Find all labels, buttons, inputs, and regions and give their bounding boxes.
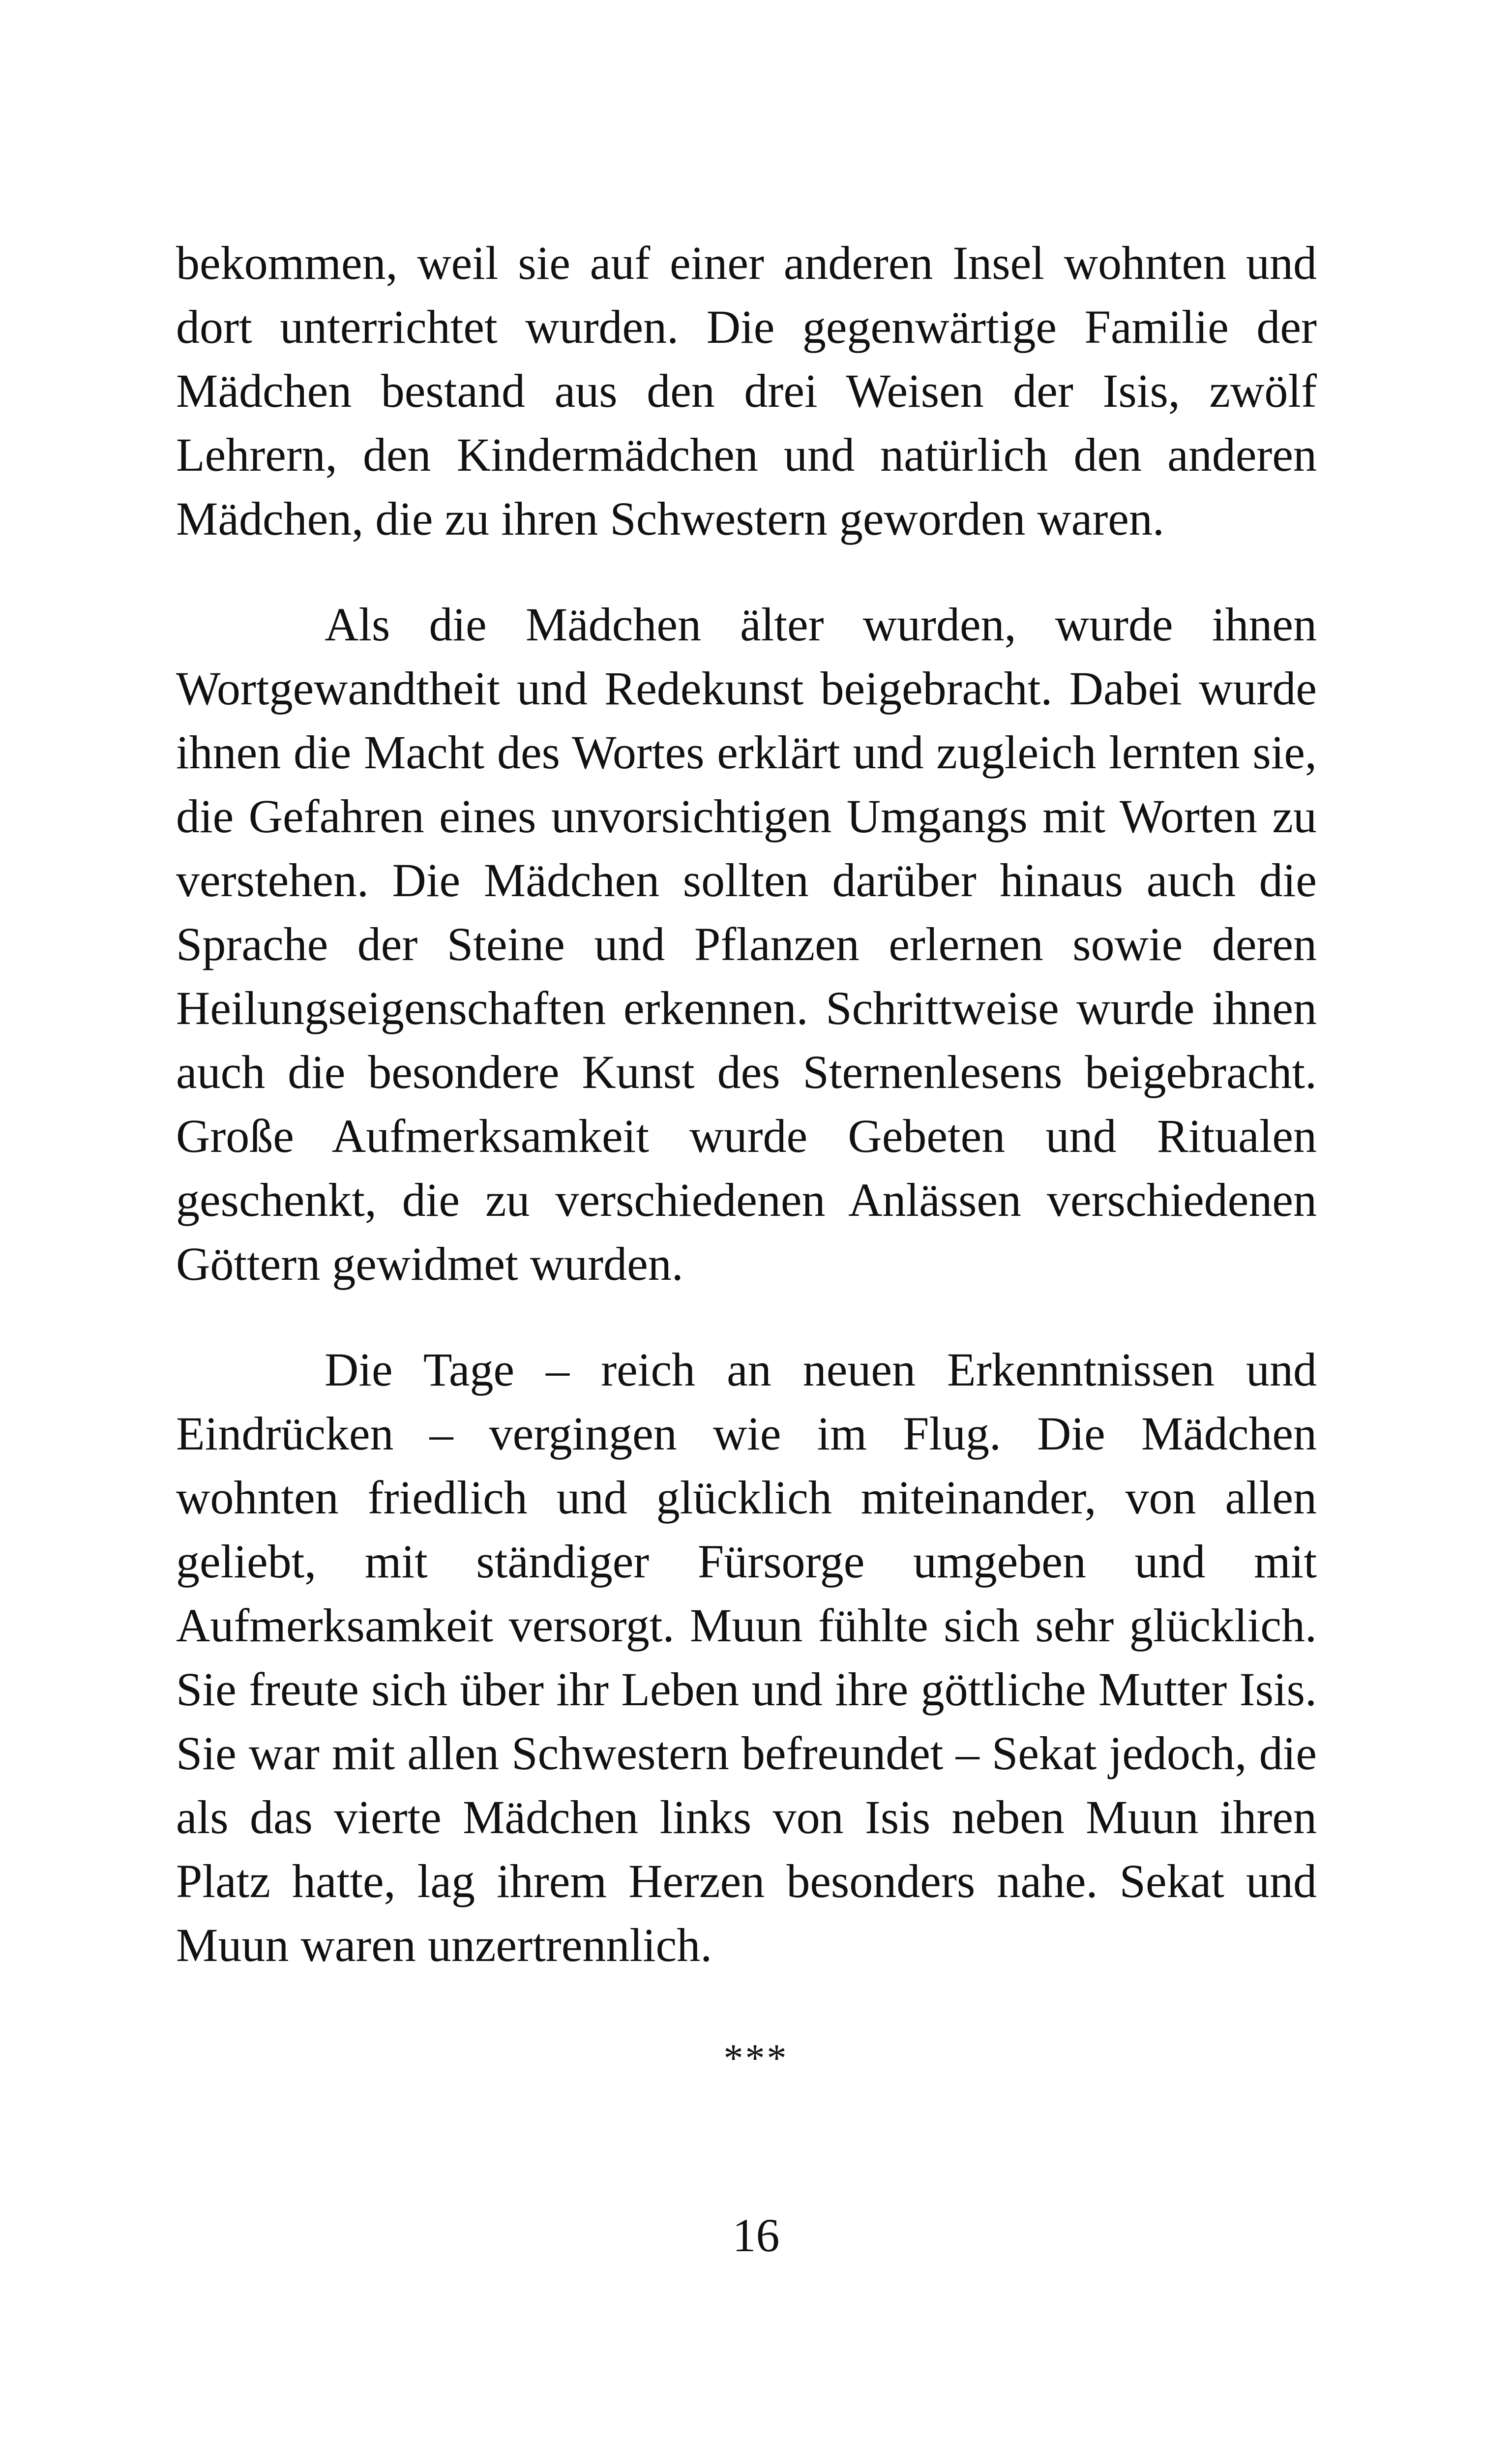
section-separator: ***: [723, 2037, 789, 2080]
body-text: [176, 231, 1317, 1977]
paragraph-1: bekommen, weil sie auf einer anderen Insel wohnten und dort unterrichtet wurden. Die gegenwärtige Familie der Mädchen bestand aus den drei Weisen der Isis, zwölf Lehrern, den Kindermädchen und natürlich den anderen Mädchen, die zu ihren Schwestern geworden waren.: [176, 237, 1317, 545]
page-number: 16: [732, 2209, 780, 2262]
paragraph-3: Die Tage – reich an neuen Erkenntnissen und Eindrücken – vergingen wie im Flug. Die Mädchen wohnten friedlich und glücklich miteinander, von allen geliebt, mit ständiger Fürsorge umgeben und mit Aufmerksamkeit versorgt. Muun fühlte sich sehr glücklich. Sie freute sich über ihr Leben und ihre göttliche Mutter Isis. Sie war mit allen Schwestern befreundet – Sekat jedoch, die als das vierte Mädchen links von Isis neben Muun ihren Platz hatte, lag ihrem Herzen besonders nahe. Sekat und Muun waren unzertrennlich.: [176, 1343, 1317, 1971]
paragraph-2: Als die Mädchen älter wurden, wurde ihnen Wortgewandtheit und Redekunst beigebracht. Dabei wurde ihnen die Macht des Wortes erklärt und zugleich lernten sie, die Gefahren eines unvorsichtigen Umgangs mit Worten zu verstehen. Die Mädchen sollten darüber hinaus auch die Sprache der Steine und Pflanzen erlernen sowie deren Heilungseigenschaften erkennen. Schrittweise wurde ihnen auch die besondere Kunst des Sternenlesens beigebracht. Große Aufmerksamkeit wurde Gebeten und Ritualen geschenkt, die zu verschiedenen Anlässen verschiedenen Göttern gewidmet wurden.: [176, 598, 1317, 1290]
